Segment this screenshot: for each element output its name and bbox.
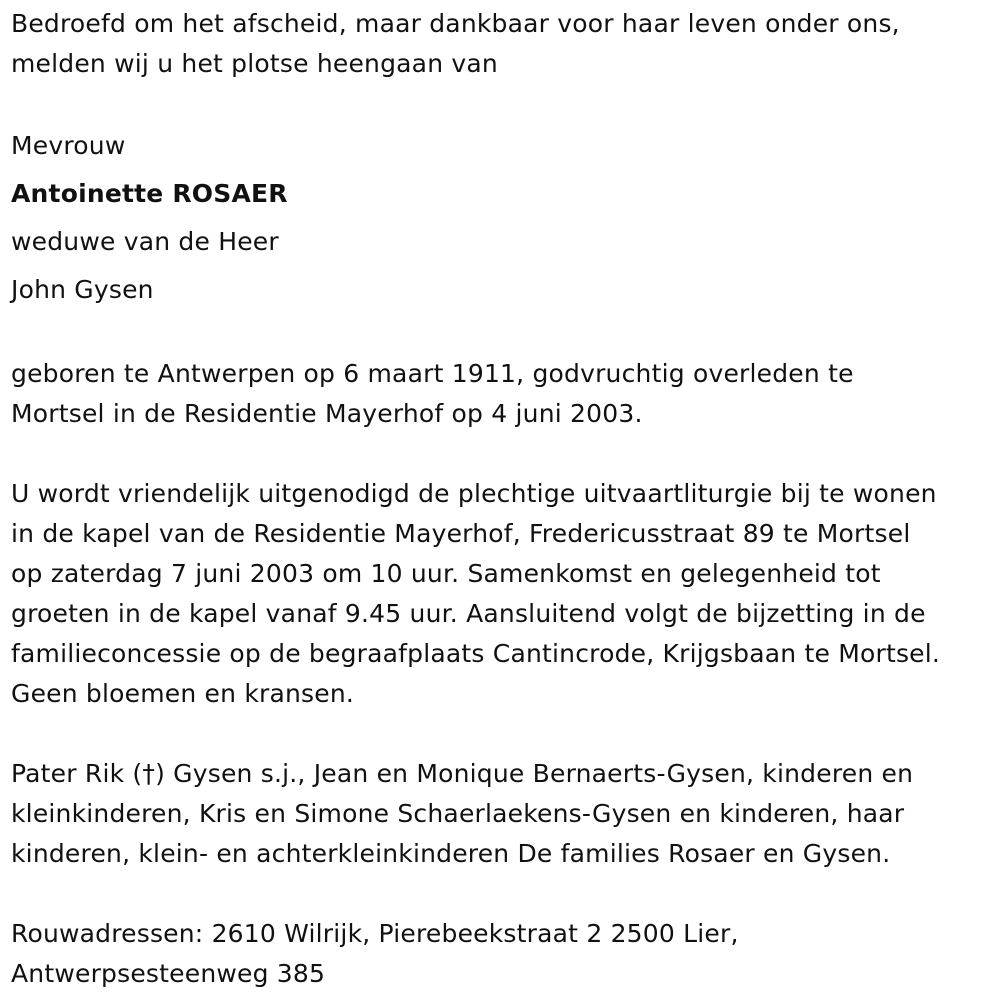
family-paragraph <box>11 754 996 874</box>
ceremony-line-4: groeten in de kapel vanaf 9.45 uur. Aansluitend volgt de bijzetting in de <box>11 599 926 628</box>
family-line-2: kleinkinderen, Kris en Simone Schaerlaekens-Gysen en kinderen, haar <box>11 799 905 828</box>
ceremony-line-3: op zaterdag 7 juni 2003 om 10 uur. Samenkomst en gelegenheid tot <box>11 559 881 588</box>
deceased-name: Antoinette ROSAER <box>11 179 288 208</box>
intro-paragraph <box>11 4 996 84</box>
salutation: Mevrouw <box>11 131 126 160</box>
birth-death-line-2: Mortsel in de Residentie Mayerhof op 4 juni 2003. <box>11 399 643 428</box>
spacer <box>11 84 996 124</box>
address-line-2: Antwerpsesteenweg 385 <box>11 959 326 988</box>
intro-line-1: Bedroefd om het afscheid, maar dankbaar voor haar leven onder ons, <box>11 9 900 38</box>
intro-line-2: melden wij u het plotse heengaan van <box>11 49 498 78</box>
family-line-1: Pater Rik (†) Gysen s.j., Jean en Monique Bernaerts-Gysen, kinderen en <box>11 759 914 788</box>
ceremony-paragraph <box>11 474 996 714</box>
ceremony-line-6: Geen bloemen en kransen. <box>11 679 355 708</box>
spacer <box>11 314 996 354</box>
spacer <box>11 874 996 914</box>
ceremony-line-1: U wordt vriendelijk uitgenodigd de plechtige uitvaartliturgie bij te wonen <box>11 479 937 508</box>
obituary-document <box>11 4 996 994</box>
ceremony-line-5: familieconcessie op de begraafplaats Cantincrode, Krijgsbaan te Mortsel. <box>11 639 941 668</box>
ceremony-line-2: in de kapel van de Residentie Mayerhof, Fredericusstraat 89 te Mortsel <box>11 519 911 548</box>
spouse-name: John Gysen <box>11 275 154 304</box>
deceased-block <box>11 122 996 314</box>
birth-death-line-1: geboren te Antwerpen op 6 maart 1911, godvruchtig overleden te <box>11 359 854 388</box>
birth-death-paragraph <box>11 354 996 434</box>
address-paragraph <box>11 914 996 994</box>
relation: weduwe van de Heer <box>11 227 279 256</box>
spacer <box>11 434 996 474</box>
address-line-1: Rouwadressen: 2610 Wilrijk, Pierebeekstraat 2 2500 Lier, <box>11 919 739 948</box>
family-line-3: kinderen, klein- en achterkleinkinderen De families Rosaer en Gysen. <box>11 839 891 868</box>
spacer <box>11 714 996 754</box>
